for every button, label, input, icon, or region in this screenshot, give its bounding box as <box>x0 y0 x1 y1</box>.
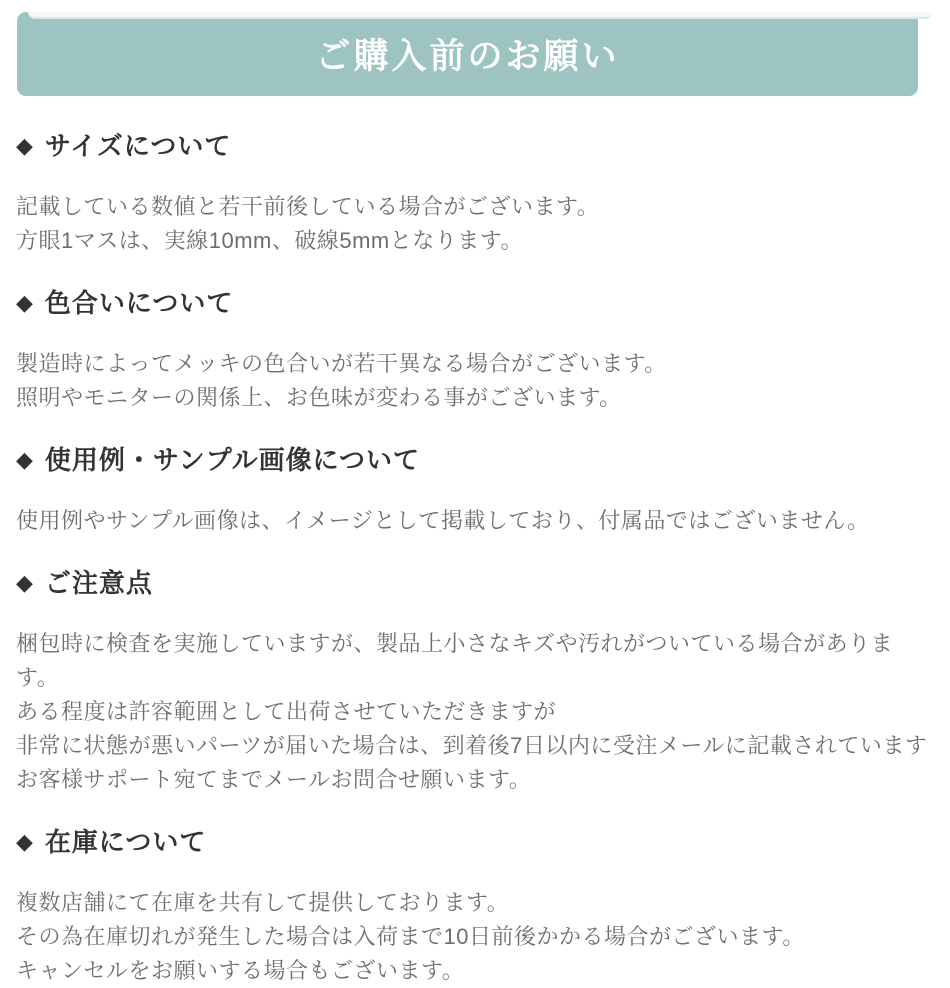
body-line: 複数店舗にて在庫を共有して提供しております。 <box>16 890 510 915</box>
section-sample-images <box>16 447 930 538</box>
body-line: 梱包時に検査を実施していますが、製品上小さなキズや汚れがついている場合があります。 <box>16 631 894 690</box>
body-line: 方眼1マスは、実線10mm、破線5mmとなります。 <box>16 228 523 253</box>
page-title: ご購入前のお願い <box>315 37 620 76</box>
section-sample-images-heading-text: 使用例・サンプル画像について <box>44 445 421 475</box>
notice-content <box>0 96 950 988</box>
section-color-heading <box>16 290 930 316</box>
section-cautions-heading <box>16 570 930 596</box>
section-color-heading-text: 色合いについて <box>44 288 234 318</box>
diamond-bullet-icon: ◆ <box>16 447 34 472</box>
section-stock-heading-text: 在庫について <box>44 827 207 857</box>
previous-card-bottom-edge <box>28 12 932 19</box>
section-cautions-body <box>16 627 930 797</box>
section-sample-images-body <box>16 504 930 538</box>
section-color-body <box>16 347 930 415</box>
body-line: 照明やモニターの関係上、お色味が変わる事がございます。 <box>16 385 622 410</box>
diamond-bullet-icon: ◆ <box>16 290 34 315</box>
diamond-bullet-icon: ◆ <box>16 133 34 158</box>
section-size <box>16 133 930 258</box>
section-sample-images-heading <box>16 447 930 473</box>
body-line: お客様サポート宛てまでメールお問合せ願います。 <box>16 767 532 792</box>
body-line: ある程度は許容範囲として出荷させていただきますが <box>16 699 557 724</box>
notice-banner <box>17 12 918 96</box>
body-line: キャンセルをお願いする場合もございます。 <box>16 958 465 983</box>
diamond-bullet-icon: ◆ <box>16 829 34 854</box>
section-color <box>16 290 930 415</box>
section-stock-body <box>16 886 930 988</box>
body-line: 使用例やサンプル画像は、イメージとして掲載しており、付属品ではございません。 <box>16 508 870 533</box>
section-stock-heading <box>16 829 930 855</box>
body-line: 非常に状態が悪いパーツが届いた場合は、到着後7日以内に受注メールに記載されています <box>16 733 928 758</box>
section-size-heading <box>16 133 930 159</box>
section-size-heading-text: サイズについて <box>44 131 232 161</box>
section-cautions <box>16 570 930 797</box>
body-line: 記載している数値と若干前後している場合がございます。 <box>16 194 600 219</box>
section-cautions-heading-text: ご注意点 <box>44 568 153 598</box>
body-line: その為在庫切れが発生した場合は入荷まで10日前後かかる場合がございます。 <box>16 924 805 949</box>
section-stock <box>16 829 930 988</box>
section-size-body <box>16 190 930 258</box>
purchase-notice-page <box>0 12 950 988</box>
body-line: 製造時によってメッキの色合いが若干異なる場合がございます。 <box>16 351 667 376</box>
diamond-bullet-icon: ◆ <box>16 570 34 595</box>
